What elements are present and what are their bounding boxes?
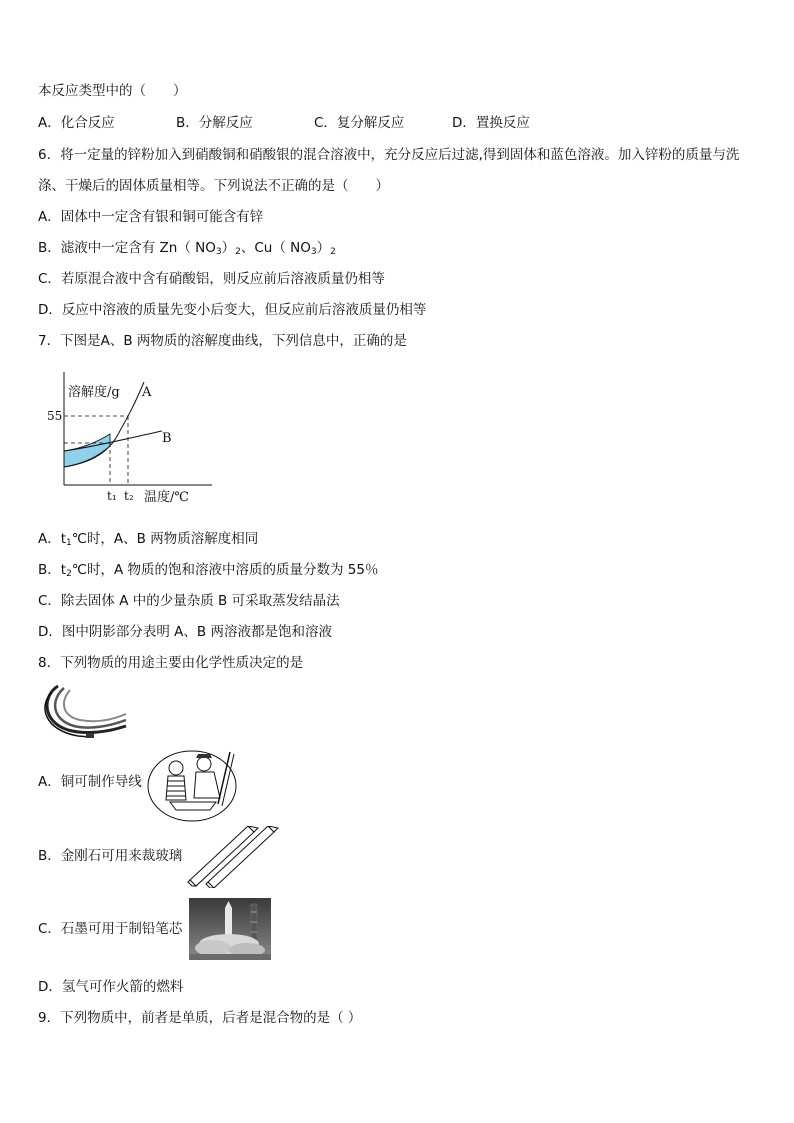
y-tick-55: 55 <box>47 409 63 423</box>
q7-option-a: A．$t_1℃$时，A、B 两物质溶解度相同 <box>38 531 259 548</box>
q8-option-c: C．石墨可用于制铅笔芯 <box>38 921 183 937</box>
solubility-chart <box>44 368 234 508</box>
wires-image <box>38 682 128 740</box>
y-axis-label: 溶解度/g <box>68 385 120 400</box>
q5-option-a: A．化合反应 <box>38 115 115 131</box>
q8-stem: 8．下列物质的用途主要由化学性质决定的是 <box>38 655 304 671</box>
q9-stem: 9．下列物质中，前者是单质，后者是混合物的是（ ） <box>38 1010 362 1026</box>
q8-option-b: B．金刚石可用来裁玻璃 <box>38 848 183 864</box>
curve-b-label: B <box>162 431 172 446</box>
q6-option-a: A．固体中一定含有银和铜可能含有锌 <box>38 209 264 225</box>
q7-option-d: D．图中阴影部分表明 A、B 两溶液都是饱和溶液 <box>38 624 332 640</box>
shaded-region <box>64 434 110 467</box>
q6-option-d: D．反应中溶液的质量先变小后变大，但反应前后溶液质量仍相等 <box>38 302 427 318</box>
pencils-image <box>186 826 282 888</box>
curve-a-label: A <box>142 385 152 400</box>
x-tick-t1: t₁ <box>107 489 117 503</box>
q5-option-d: D．置换反应 <box>452 115 530 131</box>
q5-option-c: C．复分解反应 <box>314 115 405 131</box>
q6-option-c: C．若原混合液中含有硝酸铝，则反应前后溶液质量仍相等 <box>38 271 385 287</box>
q6-stem-line-1: 6．将一定量的锌粉加入到硝酸铜和硝酸银的混合溶液中，充分反应后过滤,得到固体和蓝色溶液。加入锌粉的质量与洗 <box>38 147 740 163</box>
q5-stem-tail: 本反应类型中的（ ） <box>38 83 187 99</box>
q7-stem: 7．下图是A、B 两物质的溶解度曲线，下列信息中，正确的是 <box>38 333 407 349</box>
x-axis-label: 温度/℃ <box>144 490 189 505</box>
q7-option-c: C．除去固体 A 中的少量杂质 B 可采取蒸发结晶法 <box>38 593 340 609</box>
q5-option-b: B．分解反应 <box>176 115 253 131</box>
q8-option-d: D．氢气可作火箭的燃料 <box>38 979 184 995</box>
q6-option-b: B．滤液中一定含有 Zn（ $NO_3)_2$、Cu（ $NO_3)_2$ <box>38 240 336 257</box>
q6-stem-line-2: 涤、干燥后的固体质量相等。下列说法不正确的是（ ） <box>38 178 389 194</box>
rocket-image <box>189 898 271 960</box>
x-tick-t2: t₂ <box>124 489 134 503</box>
q7-option-b: B．$t_2℃$时，A 物质的饱和溶液中溶质的质量分数为 55％ <box>38 562 379 579</box>
glass-cutting-image <box>146 748 242 824</box>
q8-option-a: A．铜可制作导线 <box>38 774 142 790</box>
